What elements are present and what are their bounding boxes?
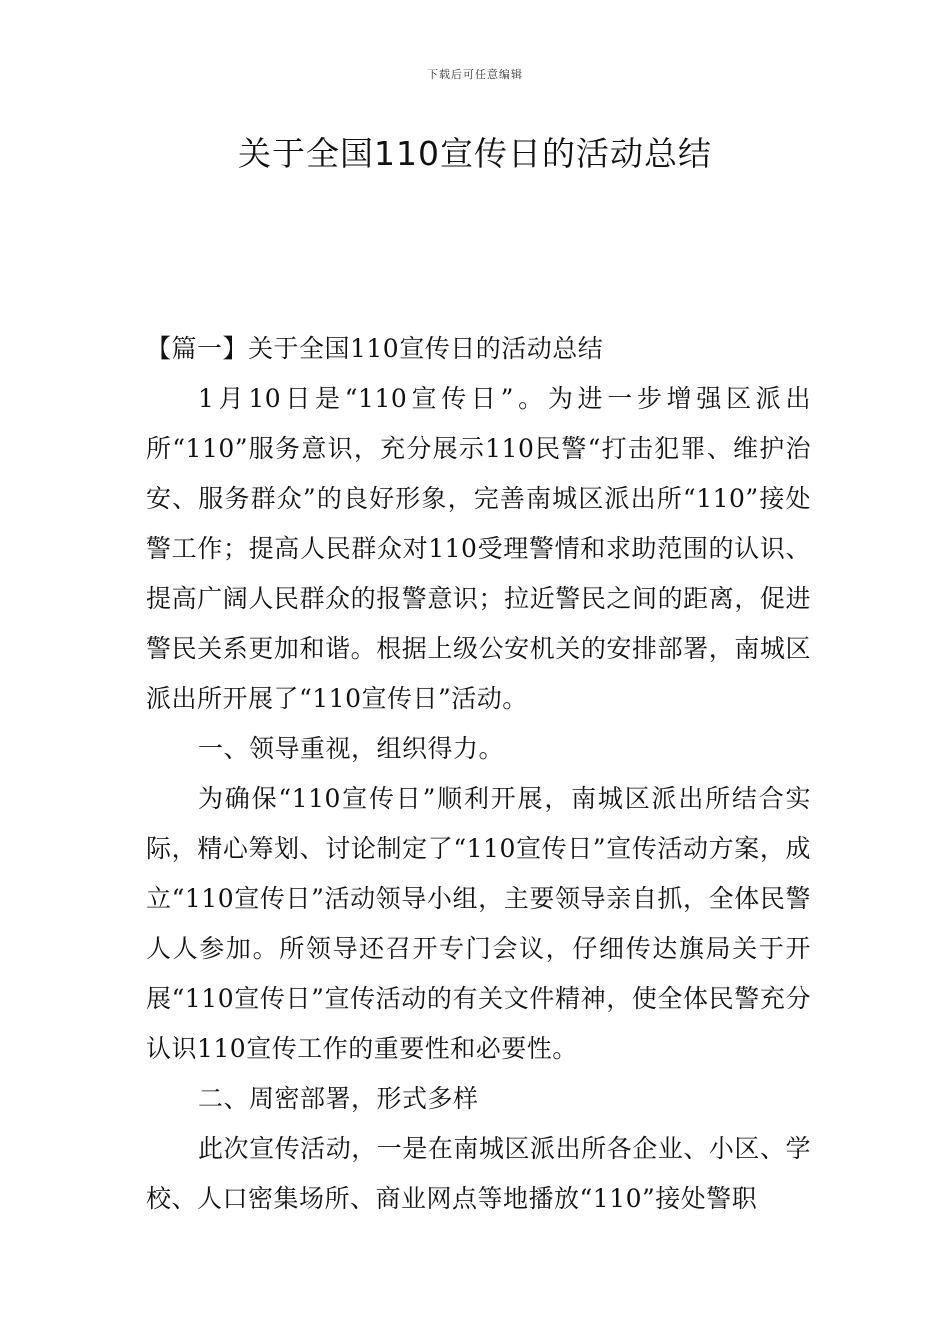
document-body — [146, 324, 811, 1224]
body-paragraph: 此次宣传活动，一是在南城区派出所各企业、小区、学校、人口密集场所、商业网点等地播放“110”接处警职 — [146, 1134, 811, 1213]
section-heading: 【篇一】关于全国110宣传日的活动总结 — [146, 334, 604, 363]
subsection-heading: 二、周密部署，形式多样 — [198, 1084, 479, 1113]
body-paragraph: 为确保“110宣传日”顺利开展，南城区派出所结合实际，精心筹划、讨论制定了“110宣传日”宣传活动方案，成立“110宣传日”活动领导小组，主要领导亲自抓，全体民警人人参加。所领导还召开专门会议，仔细传达旗局关于开展“110宣传日”宣传活动的有关文件精神，使全体民警充分认识110宣传工作的重要性和必要性。 — [146, 784, 811, 1063]
header-note: 下载后可任意编辑 — [427, 68, 523, 81]
subsection-heading: 一、领导重视，组织得力。 — [198, 734, 505, 763]
body-paragraph: 1月10日是“110宣传日”。为进一步增强区派出所“110”服务意识，充分展示110民警“打击犯罪、维护治安、服务群众”的良好形象，完善南城区派出所“110”接处警工作；提高人民群众对110受理警情和求助范围的认识、提高广阔人民群众的报警意识；拉近警民之间的距离，促进警民关系更加和谐。根据上级公安机关的安排部署，南城区派出所开展了“110宣传日”活动。 — [146, 384, 811, 713]
document-title: 关于全国110宣传日的活动总结 — [238, 134, 712, 173]
